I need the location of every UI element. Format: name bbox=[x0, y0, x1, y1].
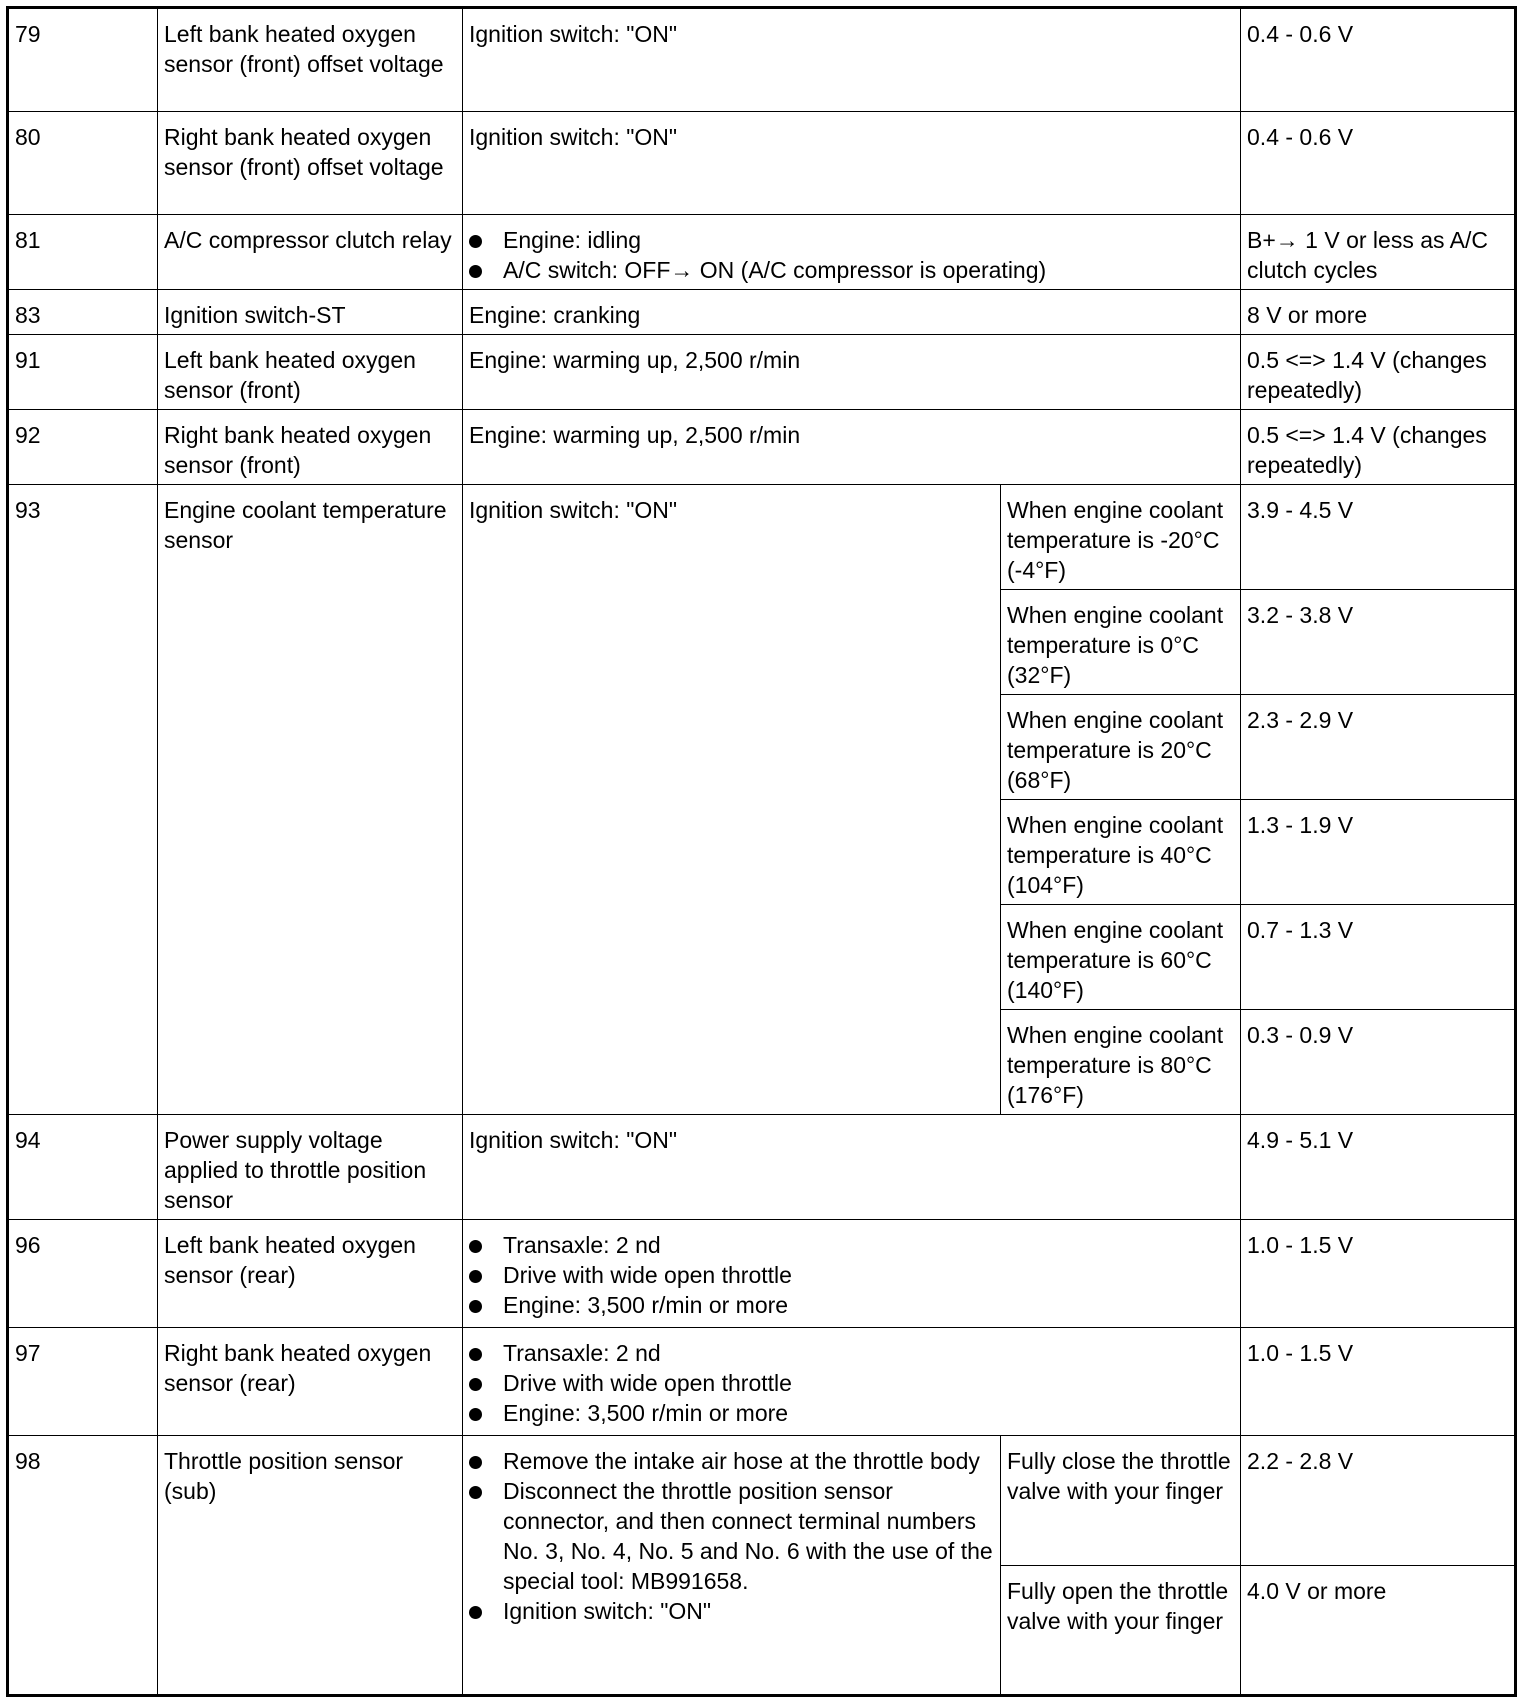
sub-condition: When engine coolant temperature is 80°C (176°F) bbox=[1001, 1010, 1241, 1115]
check-condition: Ignition switch: "ON" bbox=[463, 8, 1241, 112]
table-row bbox=[8, 290, 1516, 335]
check-item: Ignition switch-ST bbox=[158, 290, 463, 335]
condition-item: Transaxle: 2 nd bbox=[469, 1338, 1234, 1368]
condition-item: Engine: 3,500 r/min or more bbox=[469, 1398, 1234, 1428]
terminal-number: 81 bbox=[8, 215, 158, 290]
terminal-voltage-table bbox=[6, 6, 1517, 1697]
condition-item: Drive with wide open throttle bbox=[469, 1368, 1234, 1398]
table-row bbox=[8, 485, 1516, 590]
table-row bbox=[8, 112, 1516, 215]
terminal-number: 79 bbox=[8, 8, 158, 112]
sub-condition: When engine coolant temperature is 40°C (104°F) bbox=[1001, 800, 1241, 905]
sub-condition: Fully open the throttle valve with your finger bbox=[1001, 1566, 1241, 1696]
check-condition: Engine: cranking bbox=[463, 290, 1241, 335]
check-item: Left bank heated oxygen sensor (front) bbox=[158, 335, 463, 410]
normal-condition: 4.0 V or more bbox=[1241, 1566, 1516, 1696]
normal-condition: 1.0 - 1.5 V bbox=[1241, 1328, 1516, 1436]
terminal-number: 94 bbox=[8, 1115, 158, 1220]
terminal-number: 98 bbox=[8, 1436, 158, 1696]
table-row bbox=[8, 410, 1516, 485]
table-row bbox=[8, 215, 1516, 290]
terminal-number: 80 bbox=[8, 112, 158, 215]
normal-condition: 2.2 - 2.8 V bbox=[1241, 1436, 1516, 1566]
terminal-number: 92 bbox=[8, 410, 158, 485]
check-condition bbox=[463, 1328, 1241, 1436]
check-condition: Ignition switch: "ON" bbox=[463, 1115, 1241, 1220]
sub-condition: When engine coolant temperature is 20°C (68°F) bbox=[1001, 695, 1241, 800]
terminal-number: 97 bbox=[8, 1328, 158, 1436]
sub-condition: When engine coolant temperature is -20°C (-4°F) bbox=[1001, 485, 1241, 590]
condition-item: Drive with wide open throttle bbox=[469, 1260, 1234, 1290]
check-condition bbox=[463, 1436, 1001, 1696]
normal-condition: 0.5 <=> 1.4 V (changes repeatedly) bbox=[1241, 410, 1516, 485]
table-row bbox=[8, 8, 1516, 112]
condition-item: A/C switch: OFF→ ON (A/C compressor is operating) bbox=[469, 255, 1234, 285]
table-row bbox=[8, 1328, 1516, 1436]
normal-condition: 0.5 <=> 1.4 V (changes repeatedly) bbox=[1241, 335, 1516, 410]
sub-condition: Fully close the throttle valve with your finger bbox=[1001, 1436, 1241, 1566]
sub-condition: When engine coolant temperature is 0°C (32°F) bbox=[1001, 590, 1241, 695]
check-item: A/C compressor clutch relay bbox=[158, 215, 463, 290]
condition-item: Engine: idling bbox=[469, 225, 1234, 255]
normal-condition: 0.4 - 0.6 V bbox=[1241, 8, 1516, 112]
condition-item: Engine: 3,500 r/min or more bbox=[469, 1290, 1234, 1320]
table-row bbox=[8, 1115, 1516, 1220]
check-item: Right bank heated oxygen sensor (front) bbox=[158, 410, 463, 485]
condition-item: Transaxle: 2 nd bbox=[469, 1230, 1234, 1260]
check-item: Left bank heated oxygen sensor (rear) bbox=[158, 1220, 463, 1328]
terminal-number: 83 bbox=[8, 290, 158, 335]
normal-condition: 4.9 - 5.1 V bbox=[1241, 1115, 1516, 1220]
normal-condition: B+→ 1 V or less as A/C clutch cycles bbox=[1241, 215, 1516, 290]
terminal-number: 93 bbox=[8, 485, 158, 1115]
check-item: Left bank heated oxygen sensor (front) offset voltage bbox=[158, 8, 463, 112]
terminal-number: 96 bbox=[8, 1220, 158, 1328]
check-condition: Engine: warming up, 2,500 r/min bbox=[463, 335, 1241, 410]
table-row bbox=[8, 1220, 1516, 1328]
check-condition: Ignition switch: "ON" bbox=[463, 112, 1241, 215]
check-condition bbox=[463, 215, 1241, 290]
normal-condition: 1.3 - 1.9 V bbox=[1241, 800, 1516, 905]
normal-condition: 3.9 - 4.5 V bbox=[1241, 485, 1516, 590]
table-row bbox=[8, 335, 1516, 410]
condition-item: Ignition switch: "ON" bbox=[469, 1596, 994, 1626]
normal-condition: 0.4 - 0.6 V bbox=[1241, 112, 1516, 215]
check-condition bbox=[463, 1220, 1241, 1328]
check-item: Throttle position sensor (sub) bbox=[158, 1436, 463, 1696]
normal-condition: 0.3 - 0.9 V bbox=[1241, 1010, 1516, 1115]
check-item: Engine coolant temperature sensor bbox=[158, 485, 463, 1115]
terminal-number: 91 bbox=[8, 335, 158, 410]
sub-condition: When engine coolant temperature is 60°C (140°F) bbox=[1001, 905, 1241, 1010]
condition-item: Remove the intake air hose at the throttle body bbox=[469, 1446, 994, 1476]
check-condition: Ignition switch: "ON" bbox=[463, 485, 1001, 1115]
normal-condition: 1.0 - 1.5 V bbox=[1241, 1220, 1516, 1328]
table-row bbox=[8, 1436, 1516, 1566]
normal-condition: 2.3 - 2.9 V bbox=[1241, 695, 1516, 800]
check-item: Right bank heated oxygen sensor (front) offset voltage bbox=[158, 112, 463, 215]
normal-condition: 3.2 - 3.8 V bbox=[1241, 590, 1516, 695]
condition-item: Disconnect the throttle position sensor connector, and then connect terminal numbers No. 3, No. 4, No. 5 and No. 6 with the use of the special tool: MB991658. bbox=[469, 1476, 994, 1596]
check-item: Right bank heated oxygen sensor (rear) bbox=[158, 1328, 463, 1436]
normal-condition: 8 V or more bbox=[1241, 290, 1516, 335]
check-condition: Engine: warming up, 2,500 r/min bbox=[463, 410, 1241, 485]
normal-condition: 0.7 - 1.3 V bbox=[1241, 905, 1516, 1010]
check-item: Power supply voltage applied to throttle position sensor bbox=[158, 1115, 463, 1220]
